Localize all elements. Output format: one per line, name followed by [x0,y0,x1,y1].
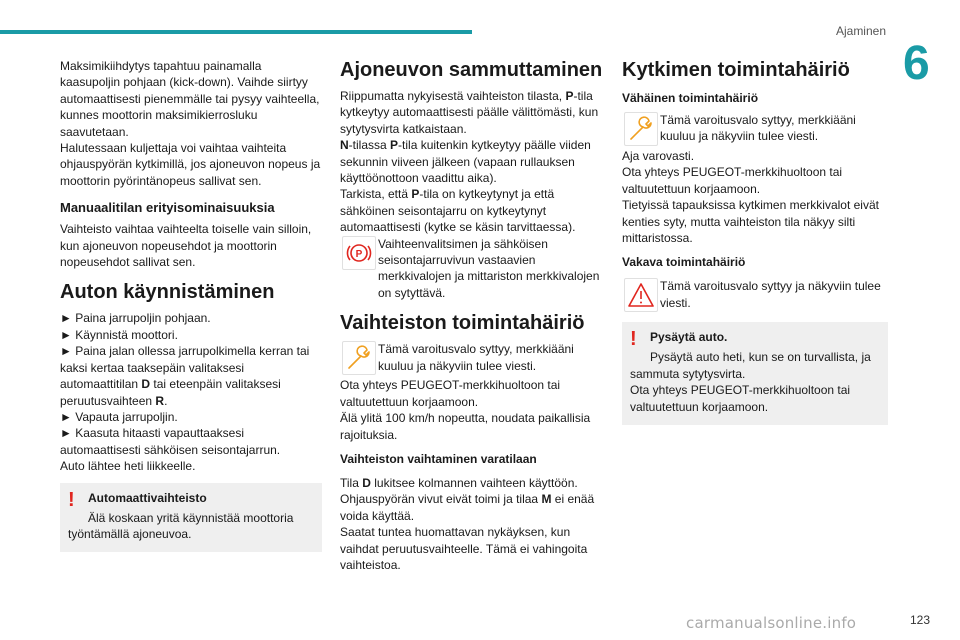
minor-fault-heading: Vähäinen toimintahäiriö [622,91,759,105]
paragraph: Tarkista, että P-tila on kytkeytynyt ja että sähköinen seisontajarru on kytkeytynyt automaattisesti (kytke se käsin tarvittaessa). [340,187,576,235]
column-1 [60,58,322,552]
limp-mode-heading: Vaihteiston vaihtaminen varatilaan [340,451,537,466]
warning-triangle-icon [624,278,658,312]
paragraph: Vaihteisto vaihtaa vaihteelta toiselle vain silloin, kun ajoneuvon nopeusehdot ja moottorin nopeusehdot sallivat sen. [60,222,312,270]
parking-notice: P Vaihteenvalitsimen ja sähköisen seisontajarruvivun vastaavien merkkivalojen ja mittariston merkkivalojen on sytyttävä. [340,236,604,302]
step: ► Käynnistä moottori. [60,327,178,342]
warning-text: Pysäytä auto heti, kun se on turvallista, ja sammuta sytytysvirta. [630,350,871,381]
paragraph: Maksimikiihdytys tapahtuu painamalla kaasupoljin pohjaan (kick-down). Vaihde siirtyy automaattisesti pienemmälle tai pysyy vaihteella, kunnes moottorin maksimikierrosluku saavutetaan. [60,59,320,139]
major-fault-notice: Tämä varoitusvalo syttyy ja näkyviin tulee viesti. [622,278,888,314]
exclamation-icon: ! [630,328,637,351]
paragraph: N-tilassa P-tila kuitenkin kytkeytyy päälle viiden sekunnin viiveen jälkeen (vapaan rullauksen käyttöönottoon vaadittu aika). [340,138,591,186]
manual-mode-heading: Manuaalitilan erityisominaisuuksia [60,200,275,216]
column-2 [340,58,604,573]
paragraph: Riippumatta nykyisestä vaihteiston tilasta, P-tila kytkeytyy automaattisesti päälle välittömästi, kun sytytysvirta katkaistaan. [340,89,599,136]
svg-text:P: P [355,248,363,260]
column-3 [622,58,888,425]
exclamation-icon: ! [68,488,75,511]
stop-car-warning-box [622,322,888,425]
paragraph: Tietyissä tapauksissa kytkimen merkkivalot eivät kenties syty, mutta vaihteiston tila näkyy silti mittaristossa. [622,198,879,246]
paragraph: Ota yhteys PEUGEOT-merkkihuoltoon tai valtuutettuun korjaamoon. [340,378,561,409]
warning-text: Älä koskaan yritä käynnistää moottoria työntämällä ajoneuvoa. [68,510,294,541]
parking-brake-icon [342,236,376,270]
paragraph: Ota yhteys PEUGEOT-merkkihuoltoon tai valtuutettuun korjaamoon. [622,165,843,196]
warning-title: Pysäytä auto. [650,330,728,345]
paragraph: Halutessaan kuljettaja voi vaihtaa vaihteita ohjauspyörän kytkimillä, jos ajoneuvon nopeus ja moottorin pyörintänopeus sallivat sen. [60,141,321,188]
section-title: Ajaminen [835,24,886,38]
warning-title: Automaattivaihteisto [88,490,207,505]
page-number: 123 [909,613,930,627]
paragraph: Aja varovasti. [622,149,695,163]
warning-box [60,483,322,553]
header-accent-bar [0,30,472,34]
stop-heading: Ajoneuvon sammuttaminen [340,59,603,81]
wrench-icon [342,341,376,375]
step: ► Kaasuta hitaasti vapauttaaksesi automaattisesti sähköisen seisontajarrun. [60,426,281,457]
step: ► Vapauta jarrupoljin. [60,409,178,424]
watermark: carmanualsonline.info [686,614,857,632]
start-heading: Auton käynnistäminen [60,281,275,304]
step: ► Paina jalan ollessa jarrupolkimella kerran tai kaksi kertaa taaksepäin valitaksesi automaattitilan D tai eteenpäin valitaksesi peruutusvaihteen R. [60,344,310,408]
warning-text: Ota yhteys PEUGEOT-merkkihuoltoon tai valtuutettuun korjaamoon. [630,383,851,414]
gearbox-fault-heading: Vaihteiston toimintahäiriö [340,312,585,335]
clutch-fault-heading: Kytkimen toimintahäiriö [622,59,850,81]
paragraph: Auto lähtee heti liikkeelle. [60,459,196,474]
paragraph: Tila D lukitsee kolmannen vaihteen käyttöön. Ohjauspyörän vivut eivät toimi ja tilaa M ei enää voida käyttää. [340,475,595,523]
wrench-icon [624,112,658,146]
gearbox-fault-notice: Tämä varoitusvalo syttyy, merkkiääni kuuluu ja näkyviin tulee viesti. [340,341,604,377]
minor-fault-notice: Tämä varoitusvalo syttyy, merkkiääni kuuluu ja näkyviin tulee viesti. [622,112,888,148]
major-fault-heading: Vakava toimintahäiriö [622,255,746,270]
step: ► Paina jarrupoljin pohjaan. [60,311,211,326]
chapter-number: 6 [903,37,930,90]
paragraph: Älä ylitä 100 km/h nopeutta, noudata paikallisia rajoituksia. [340,411,591,442]
paragraph: Saatat tuntea huomattavan nykäyksen, kun vaihdat peruutusvaihteelle. Tämä ei vahingoita vaihteistoa. [340,525,588,572]
